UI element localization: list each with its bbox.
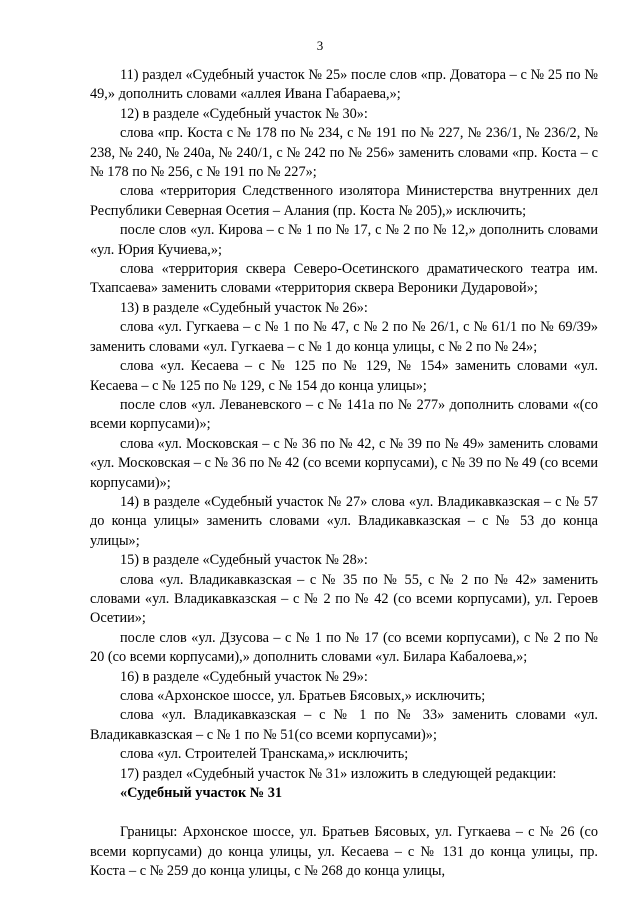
paragraph-vladikavkazskaya-29-replace: слова «ул. Владикавказская – с № 1 по № 33» заменить словами «ул. Владикавказская – с № 1 по № 51(со всеми корпусами)»;	[90, 707, 598, 743]
spacer	[90, 803, 598, 823]
paragraph-isolator-exclude: слова «территория Следственного изолятора Министерства внутренних дел Республики Северная Осетия – Алания (пр. Коста № 205),» исключить;	[90, 183, 598, 219]
paragraph-vladikavkazskaya-replace: слова «ул. Владикавказская – с № 35 по № 55, с № 2 по № 42» заменить словами «ул. Владикавказская – с № 2 по № 42 (со всеми корпусами), ул. Героев Осетии»;	[90, 571, 598, 627]
paragraph-item-12: 12) в разделе «Судебный участок № 30»:	[120, 105, 368, 122]
paragraph-item-13: 13) в разделе «Судебный участок № 26»:	[120, 299, 368, 316]
paragraph-skver-replace: слова «территория сквера Северо-Осетинского драматического театра им. Тхапсаева» заменить словами «территория сквера Вероники Дударовой»;	[90, 261, 598, 297]
document-body	[90, 66, 598, 882]
paragraph-dzusova-add: после слов «ул. Дзусова – с № 1 по № 17 (со всеми корпусами), с № 2 по № 20 (со всеми корпусами),» дополнить словами «ул. Билара Кабалоева,»;	[90, 629, 598, 666]
paragraph-item-15: 15) в разделе «Судебный участок № 28»:	[120, 552, 368, 569]
paragraph-levanevskogo-add: после слов «ул. Леваневского – с № 141а по № 277» дополнить словами «(со всеми корпусами)»;	[90, 396, 598, 433]
paragraph-moskovskaya-replace: слова «ул. Московская – с № 36 по № 42, с № 39 по № 49» заменить словами «ул. Московская – с № 36 по № 42 (со всеми корпусами), с № 39 по № 49 (со всеми корпусами)»;	[90, 435, 598, 491]
paragraph-kesaeva-replace: слова «ул. Кесаева – с № 125 по № 129, № 154» заменить словами «ул. Кесаева – с № 125 по № 129, с № 154 до конца улицы»;	[90, 358, 598, 394]
boundaries-paragraph: Границы: Архонское шоссе, ул. Братьев Бясовых, ул. Гугкаева – с № 26 (со всеми корпусами) до конца улицы, ул. Кесаева – с № 131 до конца улицы, пр. Коста – с № 259 до конца улицы, с № 268 до конца улицы,	[90, 824, 598, 880]
paragraph-arkhonskoe-exclude: слова «Архонское шоссе, ул. Братьев Бясовых,» исключить;	[120, 688, 486, 704]
paragraph-kosta-replace: слова «пр. Коста с № 178 по № 234, с № 191 по № 227, № 236/1, № 236/2, № 238, № 240, № 240а, № 240/1, с № 242 по № 256» заменить словами «пр. Коста – с № 178 по № 256, с № 191 по № 227»;	[90, 125, 598, 181]
paragraph-gugkaeva-replace: слова «ул. Гугкаева – с № 1 по № 47, с № 2 по № 26/1, с № 61/1 по № 69/39» заменить словами «ул. Гугкаева – с № 1 до конца улицы, с № 2 по № 24»;	[90, 319, 598, 355]
paragraph-item-11: 11) раздел «Судебный участок № 25» после слов «пр. Доватора – с № 25 по № 49,» дополнить словами «аллея Ивана Габараева,»;	[90, 67, 598, 103]
paragraph-item-14: 14) в разделе «Судебный участок № 27» слова «ул. Владикавказская – с № 57 до конца улицы» заменить словами «ул. Владикавказская – с № 53 до конца улицы»;	[90, 493, 598, 549]
page-number: 3	[316, 38, 324, 53]
paragraph-item-16: 16) в разделе «Судебный участок № 29»:	[120, 668, 368, 685]
section-heading: «Судебный участок № 31	[120, 785, 283, 802]
paragraph-transkama-exclude: слова «ул. Строителей Транскама,» исключить;	[120, 746, 409, 763]
paragraph-item-17: 17) раздел «Судебный участок № 31» изложить в следующей редакции:	[120, 765, 557, 782]
paragraph-kirova-add: после слов «ул. Кирова – с № 1 по № 17, с № 2 по № 12,» дополнить словами «ул. Юрия Кучиева,»;	[90, 222, 598, 258]
